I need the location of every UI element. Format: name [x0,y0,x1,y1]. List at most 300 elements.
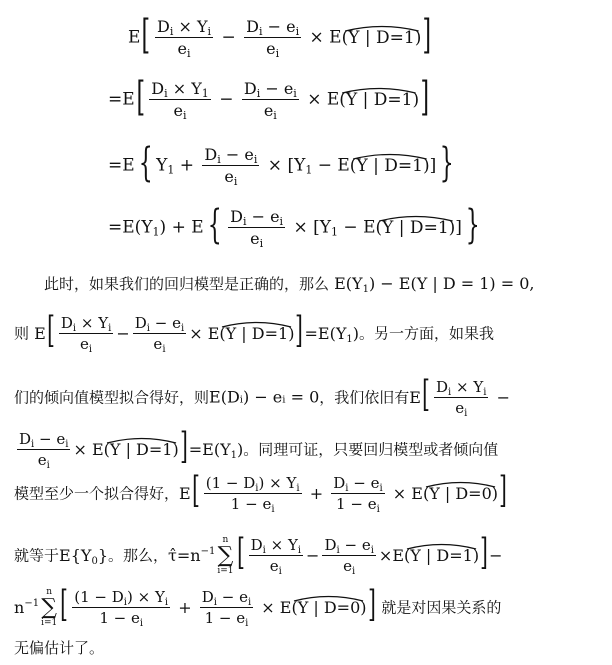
sym-E: E [337,155,350,176]
sym-Y: Y [196,17,208,36]
sym-Y: Y [348,27,360,48]
big-rbrack: ] [420,74,430,120]
numerator [200,590,253,608]
sym-plus: + [309,483,324,503]
big-rbrack: ] [499,470,507,511]
sym-rparen: ) [448,217,456,238]
big-rbrack: ] [295,310,304,351]
sym-one_minus_e: 1 − e [230,495,272,513]
sym-lparen: ( [404,545,411,565]
sym-times: × [293,217,308,238]
sub-i: i [242,215,247,228]
numerator [17,432,70,450]
sym-bar: | [313,597,319,617]
sym-E: E [34,323,46,343]
sym-e: e [177,39,188,58]
big-lbrack: [ [191,470,200,511]
hat-arc [350,152,430,160]
sym-lparen: ( [339,89,346,110]
sup-minus_one: −1 [200,545,216,557]
sym-Y: Y [225,323,237,343]
summation [41,588,57,628]
hat-arc [376,214,456,222]
sym-D: D [436,378,449,396]
math-expr [14,426,244,471]
sym-E: E [59,545,71,565]
sym-D: D [204,145,218,164]
sym-e: e [172,314,181,332]
numerator [204,476,302,494]
hatted-conditional [404,545,480,565]
math-tau [168,532,503,577]
hatted-conditional [291,597,367,617]
sym-E: E [409,387,421,407]
sym-e: e [56,430,66,448]
sym-E: E [122,89,135,110]
sym-E: E [202,439,214,459]
denominator [99,608,144,629]
hatted-conditional [422,483,498,503]
sym-one: 1 [403,27,415,48]
sym-zero: 0 [481,483,492,503]
sym-E: E [122,155,135,176]
sym-bar: | [398,217,405,238]
sym-e: e [173,101,183,120]
sub-one: 1 [167,163,175,177]
sym-rparen: ) [127,588,133,606]
sym-one_minus_D: (1 − D [205,474,256,492]
sym-e: e [244,145,254,164]
math-expr [179,470,508,515]
sym-E: E [179,483,191,503]
numerator [59,316,113,334]
sub-i: i [296,483,300,494]
sym-lbrack: [ [287,155,295,176]
denominator [269,556,282,577]
numerator [331,476,384,494]
sub-one: 1 [230,449,238,461]
sym-rparen: ) [258,474,265,492]
fraction [155,17,213,60]
sym-Y: Y [319,217,332,238]
sym-rbrace: } [97,545,109,565]
sym-bar: | [125,439,131,459]
sym-E: E [279,597,292,617]
paragraph-line-7 [14,584,600,629]
big-lbrack: [ [136,74,145,120]
sym-lparen: ( [341,27,349,48]
sym-equals: = [148,439,163,459]
equation-line-2 [108,74,431,122]
sub-i: i [183,109,187,122]
math-expr [14,584,377,629]
big-lbrack: [ [422,374,430,415]
sub-i: i [162,344,166,355]
sub-i: i [253,153,258,166]
paragraph-line-5 [14,470,600,515]
fraction [200,588,253,629]
text-p3b: ，我们依旧有 [319,388,410,407]
hat-path [222,322,291,327]
text-p3a: 们的倾向值模型拟合得好，则 [14,388,210,407]
sym-Y: Y [155,588,165,606]
sub-i: i [379,483,383,494]
sym-E: E [207,323,220,343]
fraction [149,79,211,122]
sym-minus: − [489,545,503,565]
sym-rbrack: ] [429,155,437,176]
sym-one: 1 [162,439,173,459]
sym-e: e [283,79,294,98]
equation-line-4 [108,202,483,250]
sub-i: i [345,483,349,494]
sum-upper: n [222,535,229,545]
sym-e: e [266,39,276,58]
sym-Y: Y [294,155,306,176]
sym-lbrace: { [70,545,81,565]
sub-i: i [164,597,169,608]
sym-E: E [191,217,204,238]
sym-D: D [436,545,450,565]
big-lbrace: { [138,140,153,186]
sub-i: i [245,618,249,629]
big-lbrack: [ [60,584,69,625]
sym-E: E [363,217,376,238]
hat-path [345,26,418,31]
sym-equals: = [176,545,191,565]
denominator [153,334,166,355]
sym-one_minus_e: 1 − e [99,609,140,627]
sub-i: i [258,25,263,38]
math-expr [29,310,360,355]
sym-bar: | [373,155,379,176]
sym-D: D [19,430,32,448]
sym-rbrack: ] [455,217,462,238]
sym-Y: Y [286,474,297,492]
sym-lparen: ( [375,217,383,238]
text-p6a: 就等于 [14,546,60,565]
sub-i: i [255,483,259,494]
big-rbrack: ] [367,584,376,625]
fraction [204,474,302,515]
sym-E: E [326,89,340,110]
sym-n: n [14,597,25,617]
sym-e: e [343,557,353,575]
sym-lparen: ( [219,323,226,343]
sym-plus: + [179,155,195,176]
sym-zero: 0 [350,597,361,617]
big-lbrace: { [207,202,222,248]
sub-i: i [376,504,380,515]
denominator [80,334,93,355]
fraction [17,430,70,471]
paragraph-line-4 [14,426,600,471]
sub-i: i [279,215,284,228]
sym-Y: Y [80,545,92,565]
sym-e: e [270,207,280,226]
fraction [322,536,375,577]
hat-arc [291,594,366,602]
sub-i: i [293,87,297,100]
sym-D: D [409,217,424,238]
sym-e: e [80,335,89,353]
numerator [72,590,170,608]
sym-e: e [455,399,465,417]
text-p8: 无偏估计了。 [14,639,105,657]
sym-one: 1 [437,217,449,238]
sym-minus: − [154,314,168,332]
text-p6b: 。那么， [108,546,169,565]
sub-one: 1 [331,225,339,239]
fraction [228,207,285,250]
sym-times: × [189,323,203,343]
sub-one: 1 [305,163,313,177]
sym-times: × [378,545,393,565]
sub-i: i [72,323,77,334]
big-rbrack: ] [480,532,488,573]
sym-bar: | [241,323,247,343]
sym-D: D [201,588,214,606]
sym-rparen: ) [172,439,179,459]
sym-e: e [239,588,248,606]
numerator [149,81,211,100]
sym-Y: Y [429,483,440,503]
hat-path [407,544,476,549]
sym-e: e [37,451,47,469]
sym-E: E [91,439,104,459]
sym-E: E [122,217,135,238]
sub-i: i [352,566,356,577]
sym-rparen: ) [288,323,295,343]
sub-i: i [164,87,168,100]
sym-minus: − [221,27,236,48]
sym-equals: = [108,89,123,110]
hatted-conditional [103,439,179,459]
sub-one: 1 [346,333,353,345]
sym-tau_hat: τ̂ [168,545,177,565]
sym-D: D [251,323,265,343]
sub-i: i [187,47,191,60]
sym-rparen: ) [159,217,167,238]
sym-bar: | [425,545,432,565]
sub-i: i [336,545,340,556]
sub-i: i [108,323,112,334]
sub-i: i [31,439,35,450]
sym-lparen: ( [134,217,142,238]
sym-Y: Y [473,378,484,396]
sym-D: D [250,536,263,554]
fraction [202,145,259,188]
numerator [249,538,303,556]
sym-e: e [361,536,371,554]
sub-i: i [370,545,374,556]
sym-rparen: ) [422,155,430,176]
sym-Y: Y [287,536,298,554]
hat-arc [339,86,419,94]
sym-D: D [376,27,390,48]
sym-e: e [263,101,274,120]
sym-D: D [333,474,346,492]
sub-i: i [233,175,238,188]
sym-rparen: ) [491,483,498,503]
math-e-y1-minus: $E(Y_1) - E(Y$ | D = 1) = 0, [329,274,535,295]
sym-minus: − [343,217,358,238]
numerator [133,316,186,334]
sym-one: 1 [462,545,473,565]
hat-arc [404,542,479,550]
sym-Y: Y [156,155,168,176]
sym-times: × [267,155,283,176]
sub-i: i [169,25,174,38]
sym-rparen: ) [412,89,420,110]
sym-minus: − [267,17,281,36]
fraction [72,588,170,629]
denominator [250,228,264,250]
sym-minus: − [344,536,358,554]
sym-equals: = [108,217,123,238]
fraction [59,314,113,355]
sub-i: i [483,387,487,398]
sym-times: × [270,536,284,554]
sym-D: D [384,155,398,176]
paragraph-line-6 [14,532,600,577]
sym-Y: Y [220,439,231,459]
denominator [230,494,275,515]
sym-plus: + [171,217,186,238]
sym-D: D [60,314,73,332]
sym-D: D [136,439,149,459]
sub-one: 1 [201,87,209,100]
sym-minus: − [116,323,130,343]
sym-times: × [172,79,187,98]
sym-equals: = [397,155,413,176]
text-p5a: 模型至少一个拟合得好， [14,484,180,503]
sym-plus: + [178,597,192,617]
sym-minus: − [219,89,234,110]
hatted-conditional [375,217,456,238]
sym-Y: Y [141,217,153,238]
sym-lparen: ( [103,439,110,459]
sym-e: e [286,17,296,36]
sym-D: D [243,79,257,98]
sym-minus: − [306,545,320,565]
sym-times: × [73,439,87,459]
text-p2a: 则 [14,324,30,343]
sym-e: e [269,557,279,575]
sym-E: E [411,483,423,503]
hat-path [107,438,176,443]
sub-i: i [139,618,144,629]
sub-i: i [295,25,300,38]
sym-rparen: ) [237,439,244,459]
sym-rparen: ) [472,545,480,565]
sym-equals: = [387,89,402,110]
equation-line-3 [108,140,458,188]
sym-e: e [370,474,380,492]
hat-path [379,216,452,221]
sub-one: 1 [152,225,160,239]
math-e-di-minus-ei: E(Dᵢ) − eᵢ = 0 [209,387,320,407]
sym-D: D [373,89,388,110]
sym-minus: − [265,79,279,98]
text-p7b: 就是对因果关系的 [381,598,502,617]
sum-lower: i=1 [217,566,234,576]
sym-Y: Y [356,155,368,176]
paragraph-line-8 [14,641,600,656]
hat-arc [219,320,294,328]
sup-minus_one: −1 [24,597,40,609]
numerator [244,19,301,38]
hat-arc [104,436,179,444]
sym-one_minus_e: 1 − e [336,495,377,513]
sym-one: 1 [278,323,289,343]
denominator [37,450,50,471]
paragraph-line-2 [14,310,600,355]
big-rbrack: ] [422,12,432,58]
hat-arc [423,480,498,488]
fraction [244,17,301,60]
equation-line-1 [128,12,433,60]
sub-i: i [448,387,452,398]
big-rbrack: ] [179,426,188,467]
big-lbrack: [ [141,12,151,58]
sym-equals: = [188,439,203,459]
sym-E: E [329,27,342,48]
sym-equals: = [304,323,318,343]
sub-i: i [207,25,212,38]
math-expr [409,374,510,419]
numerator [202,147,259,166]
fraction [331,474,384,515]
sym-Y: Y [382,217,394,238]
sym-E: E [317,323,330,343]
math-ey0 [59,546,108,565]
denominator [455,398,468,419]
sym-lparen: ( [213,439,221,459]
denominator [224,166,238,188]
sub-zero: 0 [91,555,98,567]
sym-rparen: ) [414,27,422,48]
numerator [228,209,285,228]
sub-i: i [213,597,217,608]
sym-lparen: ( [291,597,298,617]
hatted-conditional [341,27,422,48]
sym-Y: Y [297,597,309,617]
numerator [155,19,213,38]
sym-times: × [392,483,407,503]
sub-i: i [271,504,275,515]
sym-Y: Y [335,323,347,343]
sym-n: n [190,545,201,565]
sym-bar: | [364,27,371,48]
sub-i: i [46,460,50,471]
sym-Y: Y [410,545,421,565]
fraction [133,314,186,355]
sym-times: × [456,378,469,396]
sym-one_minus_D: (1 − D [74,588,124,606]
sym-equals: = [423,217,438,238]
sum-sign: ∑ [217,543,234,568]
numerator [242,81,299,100]
fraction [249,536,303,577]
sub-i: i [65,439,69,450]
text-p4b: 。同理可证，只要回归模型或者倾向值 [243,440,499,459]
sub-i: i [256,87,261,100]
sym-one: 1 [401,89,413,110]
denominator [204,608,249,629]
sub-i: i [273,109,277,122]
sym-Y: Y [109,439,121,459]
